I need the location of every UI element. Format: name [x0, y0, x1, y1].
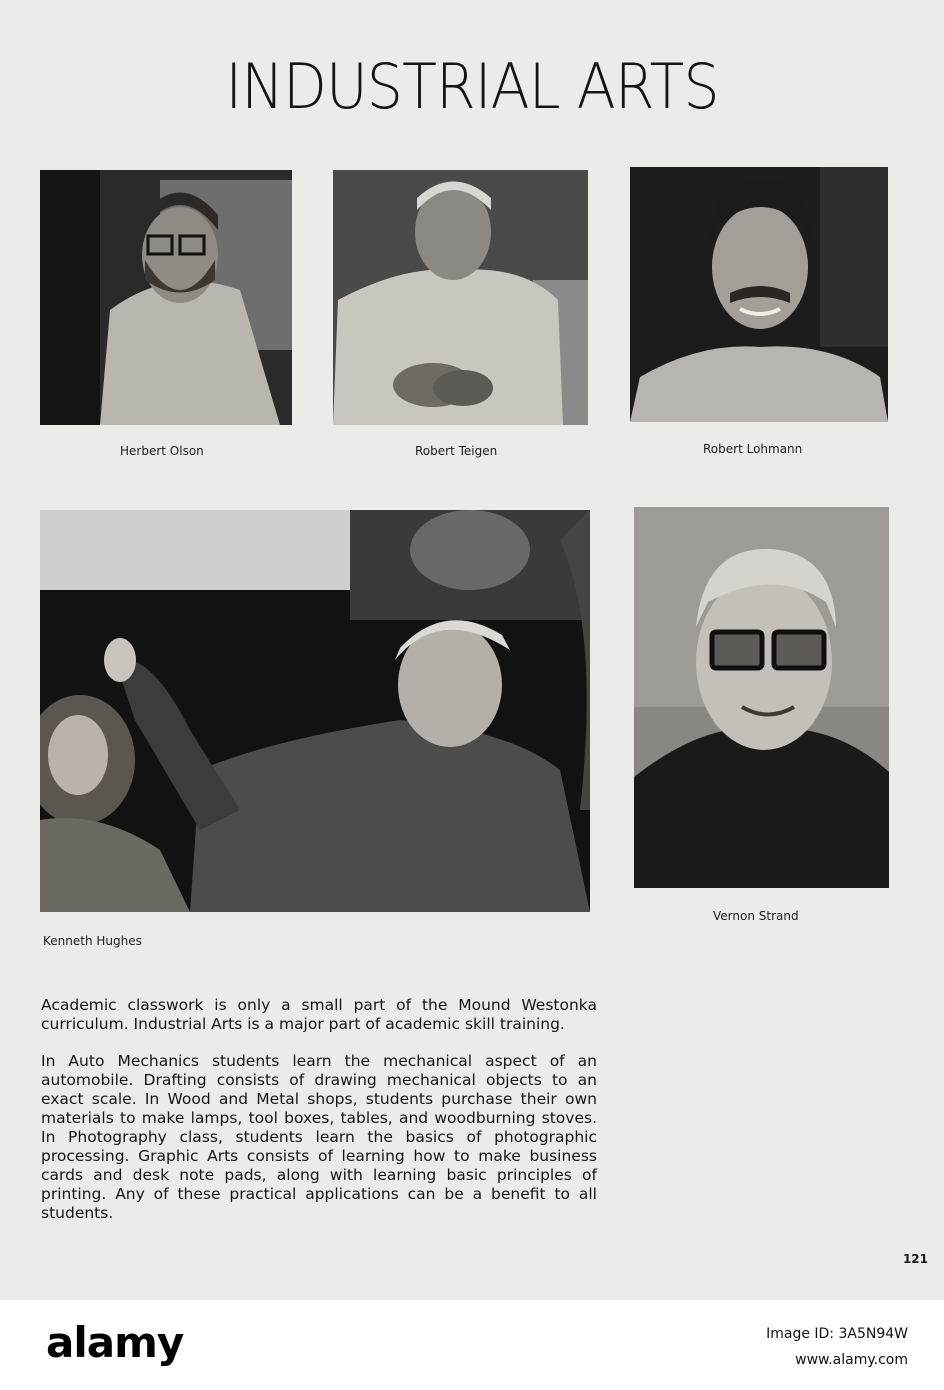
page-number: 121 — [902, 1252, 928, 1266]
caption-robert-lohmann: Robert Lohmann — [703, 442, 803, 456]
stock-footer — [0, 1300, 944, 1390]
photo-herbert-olson — [40, 170, 292, 425]
photo-robert-teigen — [333, 170, 588, 425]
photo-robert-lohmann — [630, 167, 888, 422]
body-paragraph-1: Academic classwork is only a small part of the Mound Westonka curriculum. Industrial Arts is a major part of academic skill training. — [41, 996, 597, 1033]
body-paragraph-2: In Auto Mechanics students learn the mechanical aspect of an automobile. Drafting consists of drawing mechanical objects to an exact scale. In Wood and Metal shops, students purchase their own materials to make lamps, tool boxes, tables, and woodburning stoves. In Photography class, students learn the basics of photographic processing. Graphic Arts consists of learning how to make business cards and desk note pads, along with learning basic principles of printing. Any of these practical applications can be a benefit to all students. — [41, 1052, 597, 1222]
caption-kenneth-hughes: Kenneth Hughes — [43, 934, 142, 948]
image-id-label: Image ID: 3A5N94W — [766, 1326, 908, 1342]
page-title: INDUSTRIAL ARTS — [225, 50, 719, 123]
caption-vernon-strand: Vernon Strand — [713, 909, 799, 923]
photo-kenneth-hughes — [40, 510, 590, 912]
site-link[interactable]: www.alamy.com — [795, 1352, 908, 1368]
caption-herbert-olson: Herbert Olson — [120, 444, 204, 458]
photo-vernon-strand — [634, 507, 889, 888]
caption-robert-teigen: Robert Teigen — [415, 444, 498, 458]
body-text — [41, 996, 597, 1223]
alamy-logo: alamy — [46, 1318, 184, 1367]
